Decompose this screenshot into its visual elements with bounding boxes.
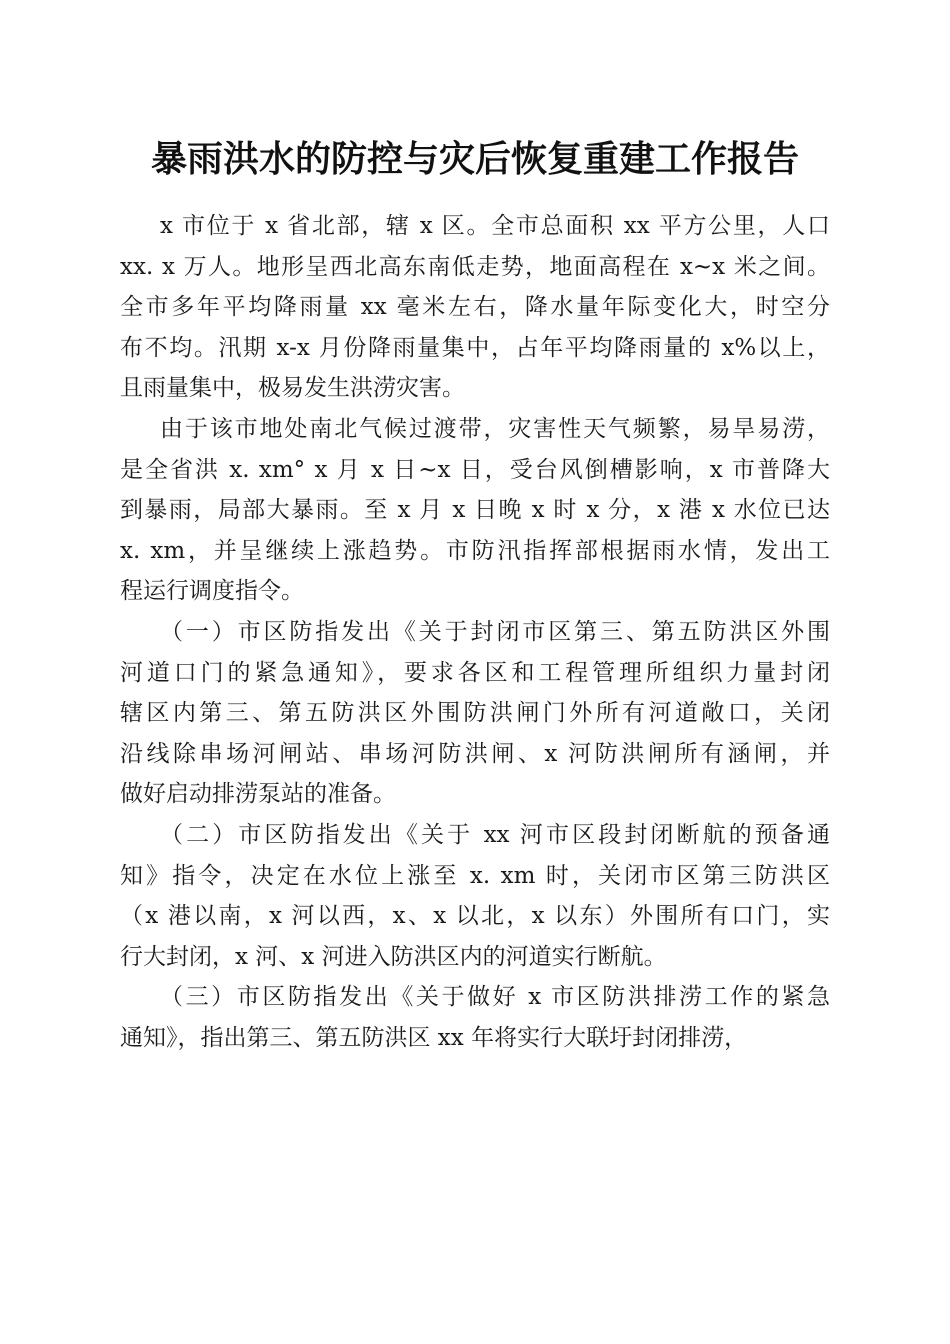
paragraph-3 bbox=[120, 612, 830, 815]
paragraph-line: 是全省洪 x. xm° x 月 x 日~x 日，受台风倒槽影响，x 市普降大 bbox=[120, 456, 830, 483]
paragraph-line: 通知》，指出第三、第五防洪区 xx 年将实行大联圩封闭排涝， bbox=[120, 1024, 748, 1051]
paragraph-5 bbox=[120, 977, 830, 1058]
paragraph-line: 到暴雨，局部大暴雨。至 x 月 x 日晚 x 时 x 分，x 港 x 水位已达 bbox=[120, 497, 830, 524]
paragraph-line: 由于该市地处南北气候过渡带，灾害性天气频繁，易旱易涝， bbox=[160, 415, 830, 442]
paragraph-4 bbox=[120, 815, 830, 977]
paragraph-line: 且雨量集中，极易发生洪涝灾害。 bbox=[120, 375, 465, 402]
paragraph-line: （一）市区防指发出《关于封闭市区第三、第五防洪区外围 bbox=[160, 618, 830, 645]
paragraph-line: x. xm，并呈继续上涨趋势。市防汛指挥部根据雨水情，发出工 bbox=[120, 537, 830, 564]
paragraph-2 bbox=[120, 409, 830, 612]
paragraph-1 bbox=[120, 206, 830, 409]
paragraph-line: 辖区内第三、第五防洪区外围防洪闸门外所有河道敞口，关闭 bbox=[120, 700, 830, 727]
paragraph-line: 做好启动排涝泵站的准备。 bbox=[120, 781, 396, 808]
document-body bbox=[120, 206, 830, 1058]
paragraph-line: 程运行调度指令。 bbox=[120, 578, 304, 605]
paragraph-line: 知》指令，决定在水位上涨至 x. xm 时，关闭市区第三防洪区 bbox=[120, 862, 830, 889]
paragraph-line: 河道口门的紧急通知》，要求各区和工程管理所组织力量封闭 bbox=[120, 659, 830, 686]
paragraph-line: （x 港以南，x 河以西，x、x 以北，x 以东）外围所有口门，实 bbox=[120, 903, 830, 930]
paragraph-line: 全市多年平均降雨量 xx 毫米左右，降水量年际变化大，时空分 bbox=[120, 294, 830, 321]
paragraph-line: 沿线除串场河闸站、串场河防洪闸、x 河防洪闸所有涵闸，并 bbox=[120, 740, 830, 767]
document-title: 暴雨洪水的防控与灾后恢复重建工作报告 bbox=[150, 138, 799, 180]
paragraph-line: 布不均。汛期 x-x 月份降雨量集中，占年平均降雨量的 x%以上， bbox=[120, 334, 830, 361]
paragraph-line: 行大封闭，x 河、x 河进入防洪区内的河道实行断航。 bbox=[120, 943, 667, 970]
paragraph-line: （三）市区防指发出《关于做好 x 市区防洪排涝工作的紧急 bbox=[160, 984, 830, 1011]
paragraph-line: xx. x 万人。地形呈西北高东南低走势，地面高程在 x~x 米之间。 bbox=[120, 253, 830, 280]
paragraph-line: （二）市区防指发出《关于 xx 河市区段封闭断航的预备通 bbox=[160, 821, 830, 848]
paragraph-line: x 市位于 x 省北部，辖 x 区。全市总面积 xx 平方公里，人口 bbox=[160, 213, 830, 239]
